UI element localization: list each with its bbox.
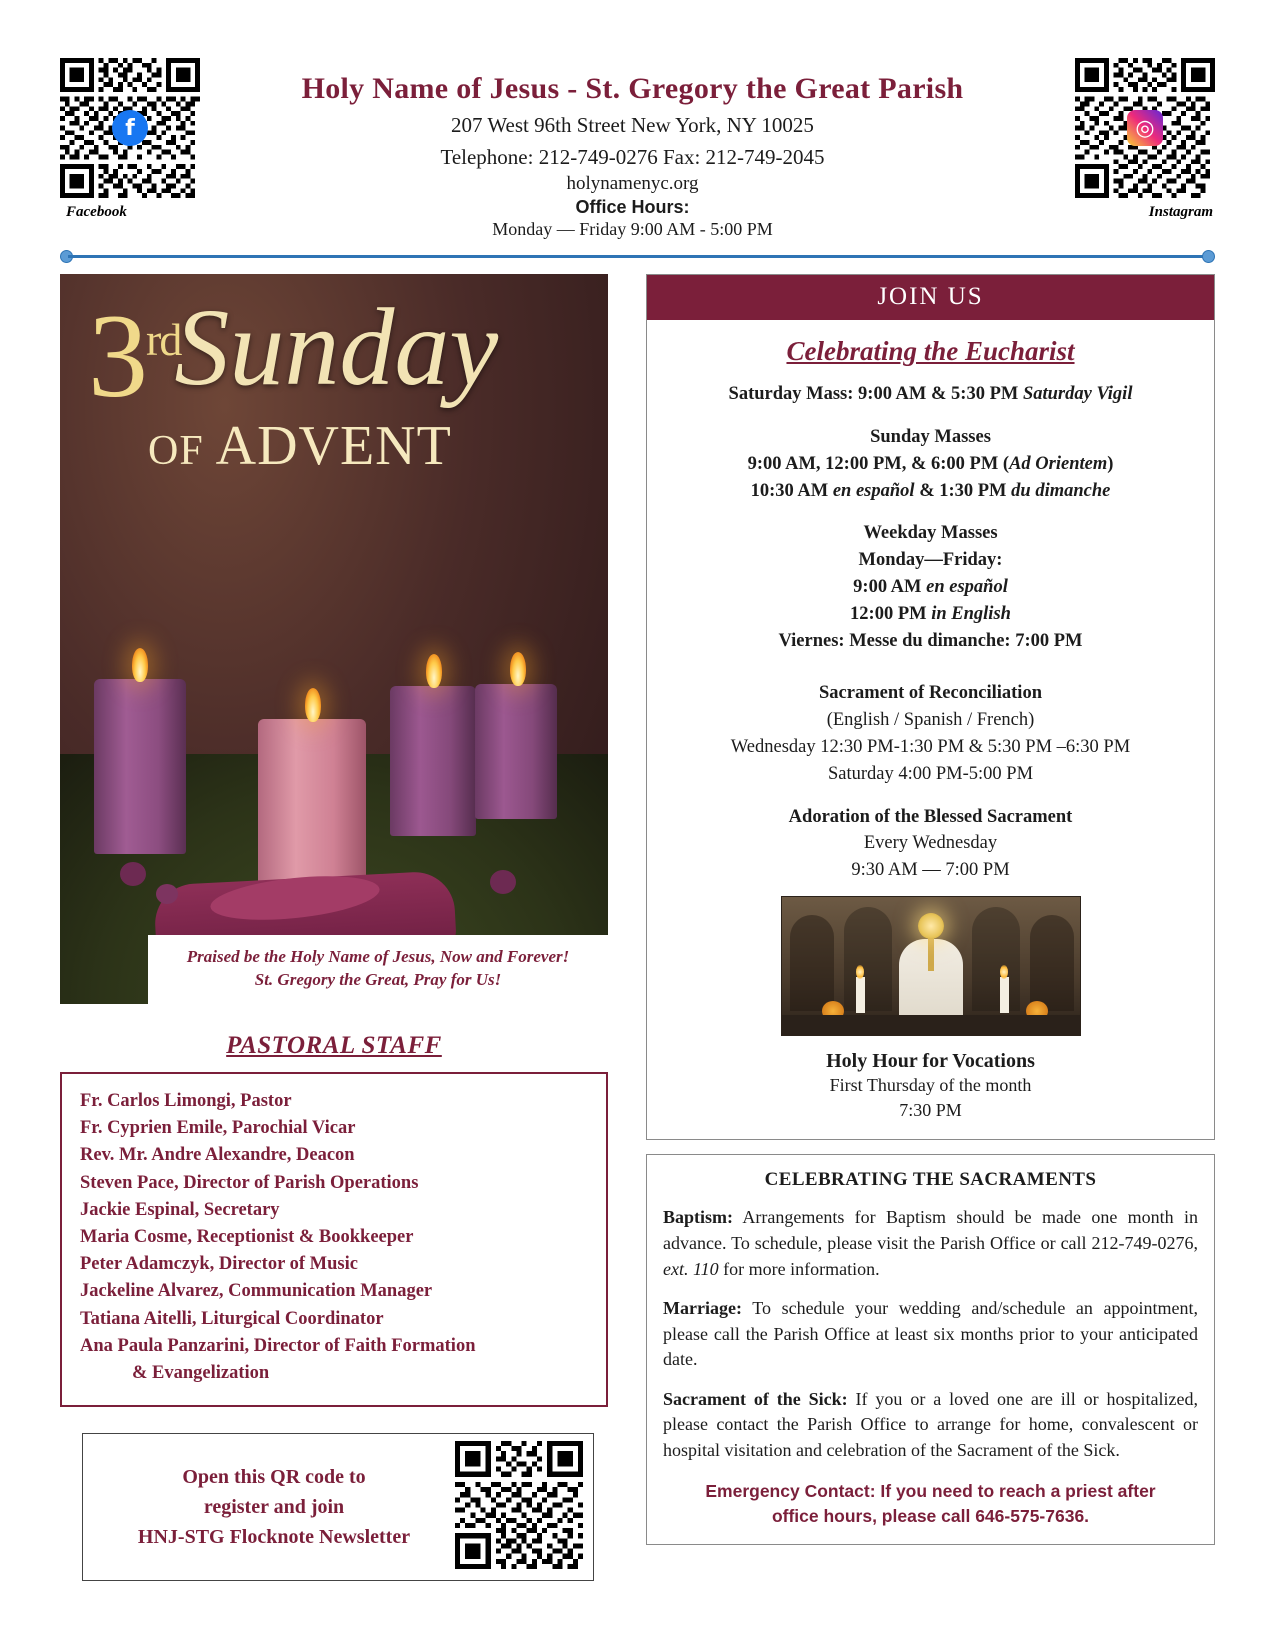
poster-heading <box>60 286 608 478</box>
emergency-contact <box>663 1479 1198 1528</box>
weekday-days: Monday—Friday: <box>858 550 1003 571</box>
emergency-line1: Emergency Contact: If you need to reach a priest after <box>705 1481 1156 1502</box>
altar-front <box>782 1015 1080 1035</box>
monstrance-icon <box>918 913 944 939</box>
staff-member: Fr. Cyprien Emile, Parochial Vicar <box>80 1118 356 1139</box>
facebook-qr-code[interactable] <box>60 58 200 198</box>
monstrance-stem <box>928 937 934 971</box>
instagram-icon: ◎ <box>1127 110 1163 146</box>
join-us-header: JOIN US <box>647 275 1214 320</box>
sunday-times: 9:00 AM, 12:00 PM, & 6:00 PM ( <box>747 453 1010 474</box>
altar-candle-flame <box>856 965 864 979</box>
flocknote-box[interactable] <box>82 1433 594 1581</box>
marriage-text: To schedule your wedding and/schedule an appointment, please call the Parish Office at least six months prior to your anticipated date. <box>663 1298 1198 1370</box>
parish-website[interactable]: holynamenyc.org <box>566 173 699 195</box>
weekday-english-time: 12:00 PM <box>850 603 932 624</box>
baptism-text: Arrangements for Baptism should be made one month in advance. To schedule, please visit the Parish Office or call 212-749-0276, <box>663 1207 1198 1254</box>
poster-caption-line2: St. Gregory the Great, Pray for Us! <box>254 970 502 990</box>
adoration-heading: Adoration of the Blessed Sacrament <box>788 806 1073 827</box>
parish-identity <box>200 58 1065 240</box>
facebook-icon: f <box>112 110 148 146</box>
advent-poster-image <box>60 274 608 1004</box>
pastoral-staff-title: PASTORAL STAFF <box>226 1032 442 1060</box>
marriage-label: Marriage: <box>663 1298 742 1319</box>
sick-label: Sacrament of the Sick: <box>663 1388 848 1409</box>
saturday-vigil-label: Saturday Vigil <box>1022 384 1133 405</box>
facebook-caption: Facebook <box>66 204 127 220</box>
adoration-hours: 9:30 AM — 7:00 PM <box>851 860 1010 881</box>
office-hours-label: Office Hours: <box>575 197 690 218</box>
facebook-qr-block[interactable] <box>60 58 200 221</box>
left-column <box>60 274 608 1581</box>
sunday-masses-heading: Sunday Masses <box>870 426 991 447</box>
pastoral-staff-box <box>60 1072 608 1407</box>
reconciliation-heading: Sacrament of Reconciliation <box>819 683 1042 704</box>
parish-phone-fax: Telephone: 212-749-0276 Fax: 212-749-2045 <box>440 144 825 169</box>
staff-member: Rev. Mr. Andre Alexandre, Deacon <box>80 1145 355 1166</box>
poster-caption <box>148 935 608 1005</box>
reconciliation-languages: (English / Spanish / French) <box>826 710 1035 731</box>
header-divider <box>60 250 1215 264</box>
staff-member: Maria Cosme, Receptionist & Bookkeeper <box>80 1227 414 1248</box>
altar-candle <box>1000 977 1009 1013</box>
flocknote-line3: HNJ-STG Flocknote Newsletter <box>137 1526 411 1549</box>
main-columns <box>0 264 1275 1581</box>
weekday-english-label: in English <box>931 603 1011 624</box>
staff-member: Steven Pace, Director of Parish Operations <box>80 1172 419 1193</box>
baptism-text-end: for more information. <box>718 1258 880 1279</box>
instagram-qr-block[interactable] <box>1075 58 1215 221</box>
sunday-spanish-label: en español <box>832 480 915 501</box>
eucharist-title: Celebrating the Eucharist <box>786 336 1075 367</box>
flocknote-line2: register and join <box>203 1496 345 1519</box>
ad-orientem-note: Ad Orientem <box>1009 453 1108 474</box>
saturday-mass-times: Saturday Mass: 9:00 AM & 5:30 PM <box>728 384 1023 405</box>
instagram-caption: Instagram <box>1148 204 1213 220</box>
page-title: Holy Name of Jesus - St. Gregory the Great Parish <box>301 72 964 105</box>
baptism-label: Baptism: <box>663 1207 734 1228</box>
join-us-body <box>647 320 1214 1139</box>
poster-ordinal: 3rd <box>88 289 181 423</box>
saturday-mass-line <box>663 381 1198 408</box>
right-column <box>646 274 1215 1581</box>
weekday-spanish-label: en español <box>926 576 1008 597</box>
weekday-line-english <box>663 601 1198 628</box>
sacraments-box <box>646 1154 1215 1545</box>
altar-candle <box>856 977 865 1013</box>
join-us-box <box>646 274 1215 1140</box>
adoration-day: Every Wednesday <box>863 833 998 854</box>
weekday-masses-heading: Weekday Masses <box>863 523 998 544</box>
flocknote-line1: Open this QR code to <box>182 1466 366 1489</box>
holy-hour-heading: Holy Hour for Vocations <box>826 1050 1035 1073</box>
parish-address: 207 West 96th Street New York, NY 10025 <box>451 112 814 137</box>
reconciliation-wednesday: Wednesday 12:30 PM-1:30 PM & 5:30 PM –6:30 PM <box>730 737 1131 758</box>
altar-candle-flame <box>1000 965 1008 979</box>
sunday-french-time: & 1:30 PM <box>914 480 1012 501</box>
office-hours-value: Monday — Friday 9:00 AM - 5:00 PM <box>492 219 773 240</box>
holy-hour-when: First Thursday of the month <box>829 1075 1032 1096</box>
sacraments-title: CELEBRATING THE SACRAMENTS <box>764 1169 1097 1191</box>
staff-member-continued: & Evangelization <box>132 1362 270 1383</box>
weekday-spanish-time: 9:00 AM <box>853 576 927 597</box>
emergency-line2: office hours, please call 646-575-7636. <box>771 1505 1090 1526</box>
poster-sunday-word: Sunday <box>174 286 499 409</box>
staff-member: Jackie Espinal, Secretary <box>80 1199 280 1220</box>
marriage-paragraph <box>663 1296 1198 1373</box>
staff-member: Peter Adamczyk, Director of Music <box>80 1254 358 1275</box>
sunday-french-label: du dimanche <box>1011 480 1111 501</box>
divider-line <box>68 255 1207 258</box>
baptism-paragraph <box>663 1205 1198 1282</box>
poster-of-advent <box>88 414 608 478</box>
sunday-line1-close: ) <box>1107 453 1114 474</box>
sunday-masses-line1 <box>663 451 1198 478</box>
staff-member: Tatiana Aitelli, Liturgical Coordinator <box>80 1308 384 1329</box>
reconciliation-saturday: Saturday 4:00 PM-5:00 PM <box>827 763 1034 784</box>
poster-caption-line1: Praised be the Holy Name of Jesus, Now and Forever! <box>186 946 570 966</box>
holy-hour-time: 7:30 PM <box>899 1100 962 1121</box>
weekday-line-spanish <box>663 574 1198 601</box>
staff-member: Jackeline Alvarez, Communication Manager <box>80 1281 433 1302</box>
divider-dot-right <box>1202 250 1215 263</box>
sick-text: If you or a loved one are ill or hospitalized, please contact the Parish Office to arrange for home, convalescent or hospital visitation and celebration of the Sacrament of the Sick. <box>663 1388 1198 1460</box>
flocknote-qr-code[interactable] <box>455 1441 583 1574</box>
baptism-extension: ext. 110 <box>663 1258 719 1279</box>
staff-member: Fr. Carlos Limongi, Pastor <box>80 1091 292 1112</box>
staff-member: Ana Paula Panzarini, Director of Faith Formation <box>80 1335 476 1356</box>
instagram-qr-code[interactable] <box>1075 58 1215 198</box>
poster-of-word: OF <box>148 428 204 475</box>
sunday-spanish-time: 10:30 AM <box>750 480 833 501</box>
poster-advent-word: ADVENT <box>215 415 452 478</box>
flocknote-text <box>93 1462 455 1552</box>
sunday-masses-line2 <box>663 478 1198 505</box>
page-header <box>0 0 1275 240</box>
adoration-monstrance-photo <box>781 896 1081 1036</box>
weekday-line-french: Viernes: Messe du dimanche: 7:00 PM <box>778 630 1083 651</box>
sick-paragraph <box>663 1387 1198 1464</box>
